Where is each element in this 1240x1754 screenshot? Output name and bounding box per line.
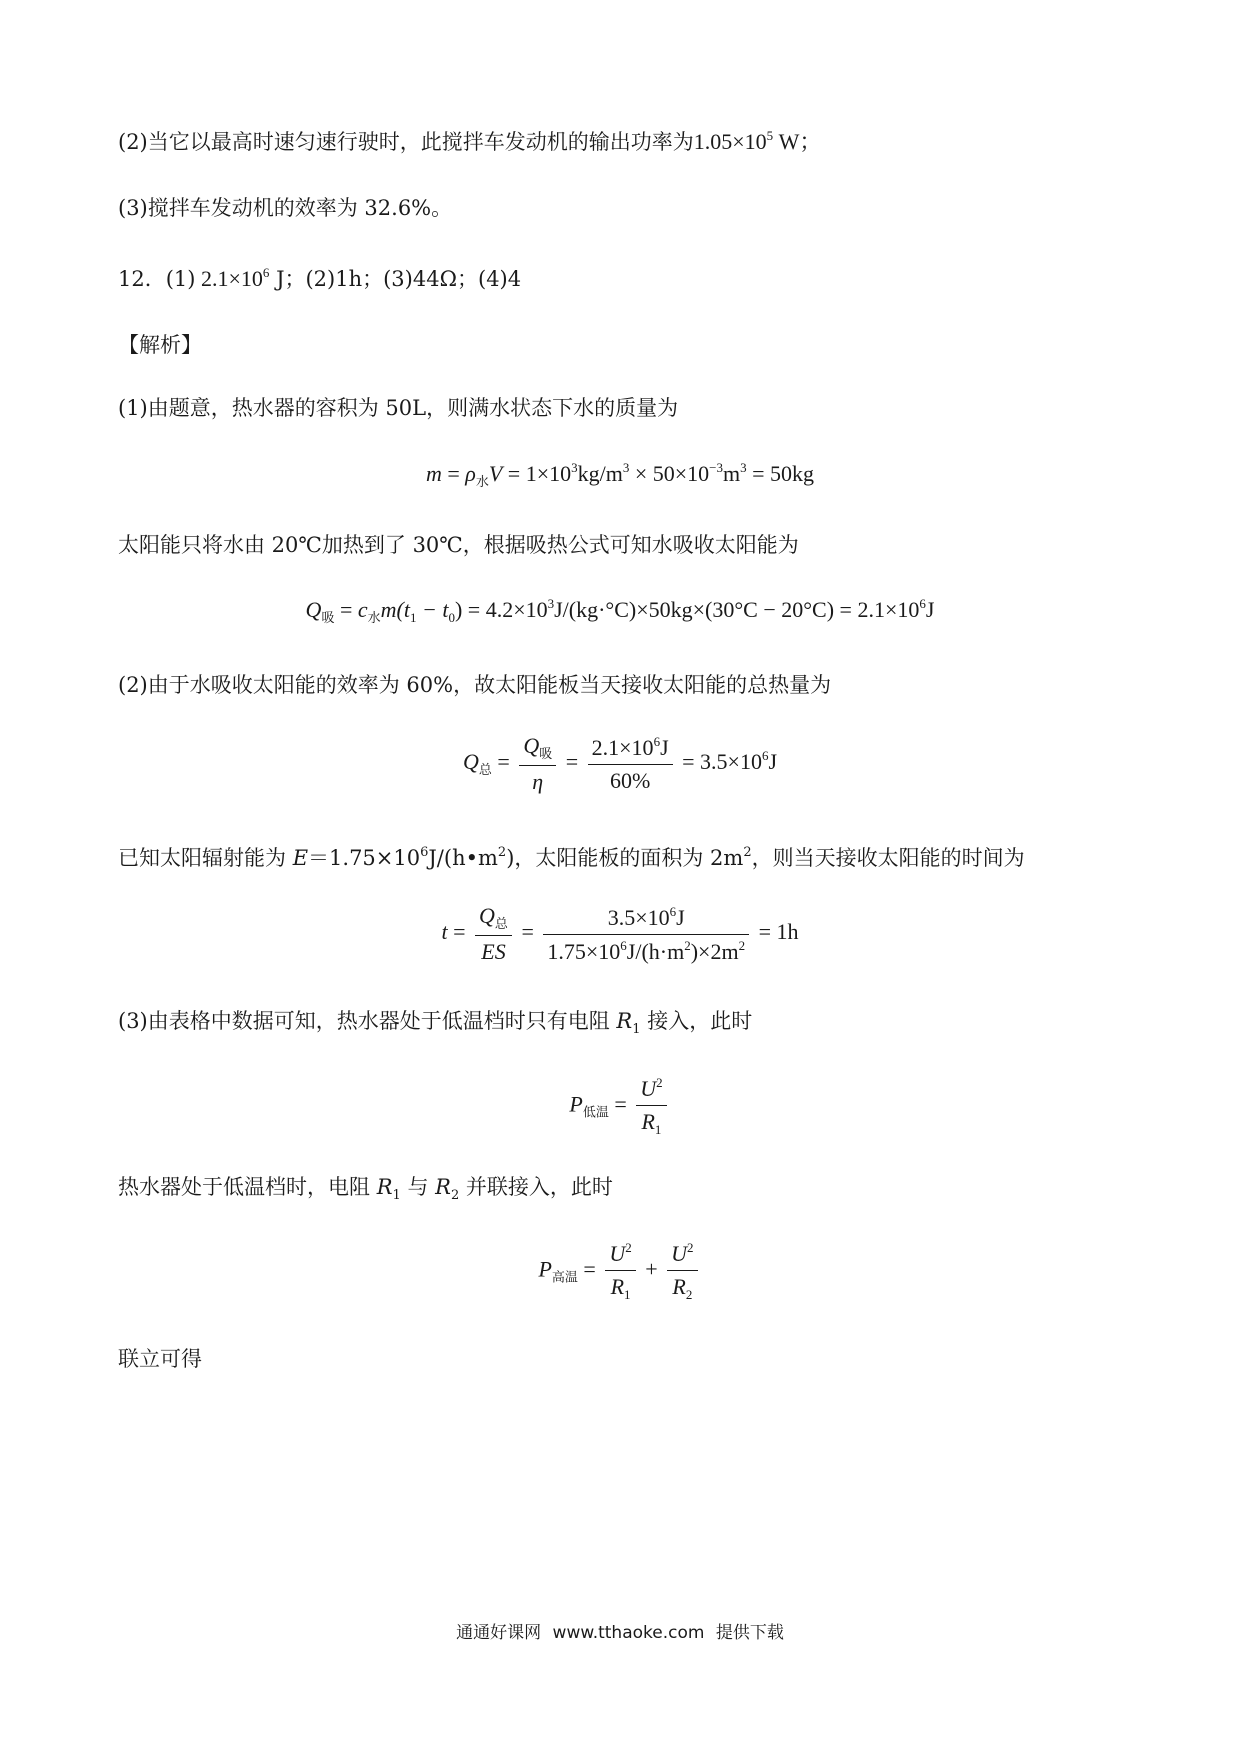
var-r: R [435,1175,451,1199]
var-q: Q [523,733,540,758]
var-e: E [292,846,309,870]
f2-part: ) = 4.2×10 [454,597,548,622]
answer-12-exponent: 6 [262,265,270,280]
f4-result: = 1h [753,919,799,945]
q-sub: 总 [494,916,508,931]
equals: = [577,1256,602,1282]
answer-12-mantissa: 2.1×10 [195,266,263,291]
numerator [588,734,673,765]
text: J/(h•m [428,846,498,870]
f1-part: × 50×10 [629,461,710,486]
r-sub: 1 [632,1022,641,1037]
exp: 6 [420,845,429,860]
var-c: c [357,597,368,622]
step-3-text [118,1006,752,1045]
numerator [667,1240,697,1271]
u-exp: 2 [656,1075,663,1090]
text: ＝1.75×10 [308,846,421,870]
step-3c-text: 联立可得 [118,1347,202,1371]
var-r: R [376,1175,393,1199]
denominator [636,1106,666,1138]
f1-part: = 1×10 [502,461,572,486]
text: (3)由表格中数据可知，热水器处于低温档时只有电阻 [118,1009,617,1033]
text: 已知太阳辐射能为 [118,846,293,870]
fraction [475,903,512,965]
den-exp: 2 [684,937,691,953]
var-m: m [425,461,442,486]
denominator: η [532,769,544,794]
num-unit: J [676,904,685,930]
text: 热水器处于低温档时，电阻 [118,1175,377,1199]
f1-exp: 3 [571,460,578,475]
step-2b-text [118,838,1025,873]
var-q: Q [305,597,322,622]
step-1-text: (1)由题意，热水器的容积为 50L，则满水状态下水的质量为 [118,396,679,420]
equals: = [515,919,540,945]
c-sub: 水 [367,610,381,625]
u-exp: 2 [687,1240,694,1255]
step-1b-text: 太阳能只将水由 20℃加热到了 30℃，根据吸热公式可知水吸收太阳能为 [118,533,799,557]
answer-line-3: (3)搅拌车发动机的效率为 32.6%。 [118,196,453,220]
rho-sub: 水 [475,474,489,489]
equals: = [491,749,516,775]
answer-12-prefix: 12．(1) [118,267,196,291]
den-part: 1.75×10 [547,938,621,964]
f1-part: kg/m [577,461,623,486]
num-exp: 6 [653,734,661,749]
f1-exp: −3 [709,460,724,475]
num-exp: 6 [669,903,677,919]
den-part: J/(h·m [626,938,685,964]
formula-total-heat [0,733,1240,795]
f2-exp: 3 [547,596,555,611]
denominator [605,1271,635,1303]
equals: = [334,597,358,622]
r-sub: 2 [450,1188,460,1203]
num-value: 2.1×10 [591,735,654,760]
text: )，太阳能板的面积为 2m [506,846,744,870]
t-sub: 1 [410,610,417,625]
numerator [519,733,556,766]
power-unit: W； [773,129,822,154]
denominator [667,1271,697,1303]
power-value [694,129,822,154]
var-u: U [640,1076,657,1101]
f3-unit: J [768,749,778,775]
footer-suffix: 提供下载 [715,1623,784,1643]
var-q: Q [462,749,479,775]
var-u: U [609,1241,626,1266]
q-sub: 总 [478,762,492,778]
p-sub: 低温 [582,1104,609,1120]
fraction [519,733,556,795]
f1-exp: 3 [622,460,630,475]
equals: = [441,461,466,486]
page-footer [0,1618,1240,1643]
text: 与 [400,1175,436,1199]
formula-time [0,903,1240,965]
f2-part: J [925,597,935,622]
f1-part: = 50kg [746,461,815,486]
exp: 2 [743,845,752,860]
step-3b-text [118,1172,613,1211]
answer-12-rest: J；(2)1h；(3)44Ω；(4)4 [269,267,522,291]
denominator: 60% [609,768,651,793]
numerator [636,1075,666,1106]
footer-site-name: 通通好课网 [456,1623,542,1643]
fraction [636,1075,666,1138]
f1-exp: 3 [740,460,747,475]
fraction [543,904,749,965]
var-r: R [641,1109,655,1134]
denominator [543,935,749,965]
equals: = [560,749,584,775]
text: ，则当天接收太阳能的时间为 [751,846,1025,870]
step-2-text: (2)由于水吸收太阳能的效率为 60%，故太阳能板当天接收太阳能的总热量为 [118,673,832,697]
text: 并联接入，此时 [459,1175,613,1199]
equals: = [447,919,472,945]
var-m: m [380,597,397,622]
den-exp: 6 [620,937,627,953]
numerator [605,1240,635,1271]
fraction [667,1240,697,1303]
var-t: − t [416,597,449,622]
analysis-heading: 【解析】 [118,333,202,357]
f3-result: = 3.5×10 [676,749,762,775]
f2-part: J/(kg·°C)×50kg×(30°C − 20°C) = 2.1×10 [554,597,920,622]
r-sub: 1 [624,1287,631,1302]
u-exp: 2 [625,1240,632,1255]
var-t: (t [396,597,410,622]
r-sub: 1 [392,1188,401,1203]
t-sub: 0 [448,610,455,625]
var-q: Q [479,903,495,928]
f3-exp: 6 [761,748,769,764]
equals: = [608,1091,633,1117]
var-r: R [672,1274,686,1299]
num-value: 3.5×10 [607,904,670,930]
den-exp: 2 [738,937,746,953]
answer-line-2 [118,121,821,157]
r-sub: 1 [654,1122,662,1137]
power-exponent: 5 [766,128,774,143]
q-sub: 吸 [539,746,553,761]
formula-mass [0,460,1240,490]
answer-12 [118,258,521,294]
p-sub: 高温 [551,1269,578,1285]
exp: 2 [497,845,507,860]
den-part: )×2m [690,938,739,964]
var-p: P [569,1091,583,1117]
var-p: P [538,1256,552,1282]
fraction [605,1240,635,1303]
answer-12-value [195,266,269,291]
r-sub: 2 [685,1287,693,1302]
num-unit: J [660,735,669,760]
fraction [588,734,673,794]
var-r: R [616,1009,633,1033]
var-r: R [610,1274,625,1299]
line-text: (2)当它以最高时速匀速行驶时，此搅拌车发动机的输出功率为 [118,130,694,154]
var-v: V [488,461,503,486]
denominator: ES [481,939,506,964]
numerator [475,903,512,936]
formula-heat [0,596,1240,626]
numerator [543,904,749,935]
text: 接入，此时 [640,1009,753,1033]
var-t: t [441,919,448,945]
q-sub: 吸 [321,610,335,625]
var-u: U [671,1241,688,1266]
formula-high-power [0,1240,1240,1303]
footer-url[interactable]: www.tthaoke.com [552,1623,705,1643]
f1-part: m [723,461,741,486]
formula-low-power [0,1075,1240,1138]
f2-exp: 6 [919,596,926,611]
power-mantissa: 1.05×10 [693,129,767,154]
var-rho: ρ [465,461,476,486]
plus: + [639,1256,664,1282]
